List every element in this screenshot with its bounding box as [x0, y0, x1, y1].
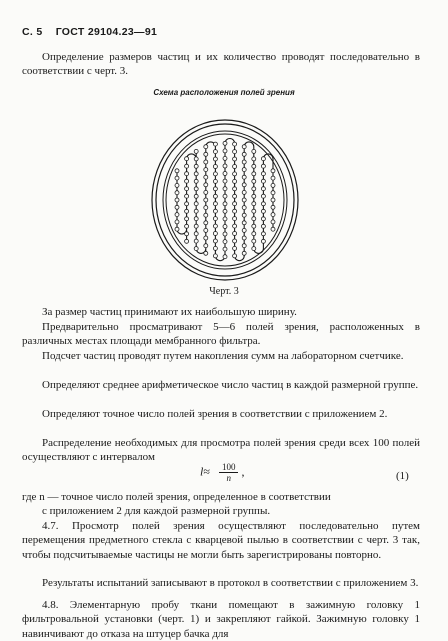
field-marker [271, 213, 275, 217]
field-marker [271, 198, 275, 202]
field-marker [271, 220, 275, 224]
viewing-fields-diagram [150, 118, 300, 283]
field-marker [175, 191, 179, 195]
field-marker [185, 209, 189, 213]
field-marker [213, 224, 217, 228]
field-marker [213, 232, 217, 236]
field-marker [271, 191, 275, 195]
field-marker [261, 187, 265, 191]
field-marker [185, 172, 189, 176]
field-marker [233, 224, 237, 228]
field-marker [242, 160, 246, 164]
field-marker [204, 175, 208, 179]
field-marker [204, 190, 208, 194]
standard-title: ГОСТ [55, 26, 85, 38]
field-marker [185, 232, 189, 236]
field-marker [175, 176, 179, 180]
field-marker [233, 142, 237, 146]
field-marker [233, 165, 237, 169]
field-marker [261, 239, 265, 243]
field-marker [242, 152, 246, 156]
field-marker [185, 187, 189, 191]
field-marker [223, 225, 227, 229]
field-marker [261, 224, 265, 228]
field-marker [185, 194, 189, 198]
field-marker [204, 183, 208, 187]
field-marker [185, 224, 189, 228]
paragraph-distribution: Распределение необходимых для просмотра полей зрения среди всех 100 полей осуществляют с интервалом [22, 437, 420, 464]
field-marker [242, 228, 246, 232]
field-marker [252, 194, 256, 198]
field-marker [233, 194, 237, 198]
field-marker [261, 194, 265, 198]
field-marker [242, 145, 246, 149]
field-marker [252, 164, 256, 168]
field-marker [252, 202, 256, 206]
equation-number: (1) [396, 470, 409, 482]
field-marker [233, 172, 237, 176]
field-marker [213, 172, 217, 176]
field-marker [242, 251, 246, 255]
field-marker [175, 169, 179, 173]
field-marker [194, 239, 198, 243]
field-marker [233, 232, 237, 236]
field-marker [242, 213, 246, 217]
field-marker [185, 239, 189, 243]
field-marker [194, 217, 198, 221]
field-marker [252, 209, 256, 213]
formula-1: l≈ $\frac{100}{n}$ , [200, 462, 245, 483]
field-marker [204, 236, 208, 240]
field-marker [204, 206, 208, 210]
page-header [22, 26, 157, 38]
field-marker [223, 141, 227, 145]
paragraph-preview: Предварительно просматривают 5—6 полей зрения, расположенных в различных местах площади мембранного фильтра. [22, 321, 420, 348]
field-marker [204, 152, 208, 156]
field-marker [261, 164, 265, 168]
field-marker [223, 149, 227, 153]
field-marker [185, 157, 189, 161]
field-marker [204, 244, 208, 248]
paragraph-results: Результаты испытаний записывают в протокол в соответствии с приложением 3. [42, 577, 419, 589]
field-marker [194, 172, 198, 176]
paragraph-size: За размер частиц принимают их наибольшую ширину. [42, 306, 297, 318]
field-marker [213, 165, 217, 169]
field-marker [223, 194, 227, 198]
field-marker [194, 232, 198, 236]
field-marker [204, 145, 208, 149]
field-marker [194, 179, 198, 183]
field-marker [233, 239, 237, 243]
paragraph-fields: Определяют точное число полей зрения в соответствии с приложением 2. [42, 408, 388, 420]
field-marker [252, 187, 256, 191]
field-marker [223, 164, 227, 168]
figure-caption: Черт. 3 [209, 286, 239, 297]
field-marker [271, 183, 275, 187]
field-marker [194, 209, 198, 213]
field-marker [252, 217, 256, 221]
field-marker [185, 202, 189, 206]
field-marker [252, 172, 256, 176]
field-marker [213, 217, 217, 221]
field-marker [204, 221, 208, 225]
field-marker [204, 160, 208, 164]
field-marker [242, 190, 246, 194]
field-marker [213, 209, 217, 213]
field-marker [204, 213, 208, 217]
field-marker [194, 247, 198, 251]
field-marker [233, 217, 237, 221]
field-marker [252, 149, 256, 153]
field-marker [242, 183, 246, 187]
paragraph-where: где n — точное число полей зрения, определенное в соответствии [22, 491, 331, 503]
field-marker [213, 157, 217, 161]
field-marker [194, 187, 198, 191]
field-marker [175, 227, 179, 231]
paragraph-average: Определяют среднее арифметическое число частиц в каждой размерной группе. [42, 379, 419, 391]
field-marker [242, 175, 246, 179]
field-marker [223, 209, 227, 213]
field-marker [242, 168, 246, 172]
field-marker [185, 217, 189, 221]
field-marker [175, 213, 179, 217]
field-marker [242, 221, 246, 225]
field-marker [242, 206, 246, 210]
field-marker [233, 187, 237, 191]
field-marker [261, 172, 265, 176]
field-marker [213, 246, 217, 250]
field-marker [242, 236, 246, 240]
field-marker [223, 232, 227, 236]
page-number: С. 5 [22, 26, 43, 38]
paragraph-4-8: 4.8. Элементарную пробу ткани помещают в зажимную головку 1 фильтровальной установки (черт. 1) и закрепляют гайкой. Зажимную головку 1 навинчивают до отказа на штуцер бачка для [22, 599, 420, 640]
field-marker [271, 169, 275, 173]
field-marker [213, 150, 217, 154]
field-marker [213, 187, 217, 191]
field-marker [271, 227, 275, 231]
paragraph-intro: Определение размеров частиц и их количество проводят последовательно в соответствии с черт. 3. [22, 51, 420, 78]
field-marker [204, 198, 208, 202]
field-marker [242, 198, 246, 202]
field-marker [261, 179, 265, 183]
standard-number: 29104.23—91 [87, 26, 158, 38]
field-marker [194, 224, 198, 228]
field-marker [194, 164, 198, 168]
field-marker [233, 150, 237, 154]
field-marker [261, 217, 265, 221]
field-marker [185, 179, 189, 183]
field-marker [213, 202, 217, 206]
field-marker [175, 183, 179, 187]
field-marker [233, 254, 237, 258]
field-marker [271, 176, 275, 180]
field-marker [223, 247, 227, 251]
field-marker [252, 224, 256, 228]
field-marker [261, 157, 265, 161]
field-marker [213, 254, 217, 258]
field-marker [261, 202, 265, 206]
field-marker [233, 246, 237, 250]
field-marker [252, 232, 256, 236]
field-marker [261, 232, 265, 236]
field-marker [252, 179, 256, 183]
field-marker [223, 172, 227, 176]
field-marker [213, 142, 217, 146]
field-marker [175, 220, 179, 224]
paragraph-count: Подсчет частиц проводят путем накопления сумм на лабораторном счетчике. [42, 350, 404, 362]
field-marker [213, 179, 217, 183]
field-marker [194, 202, 198, 206]
field-marker [204, 168, 208, 172]
field-marker [194, 157, 198, 161]
field-marker [223, 240, 227, 244]
field-marker [223, 255, 227, 259]
field-marker [213, 194, 217, 198]
field-marker [223, 217, 227, 221]
field-marker [175, 198, 179, 202]
field-marker [185, 164, 189, 168]
field-marker [242, 244, 246, 248]
figure-title: Схема расположения полей зрения [153, 88, 295, 97]
field-marker [233, 157, 237, 161]
field-marker [261, 209, 265, 213]
field-marker [223, 156, 227, 160]
field-marker [213, 239, 217, 243]
field-marker [175, 205, 179, 209]
field-marker [223, 179, 227, 183]
field-marker [233, 209, 237, 213]
field-marker [204, 251, 208, 255]
field-marker [194, 149, 198, 153]
field-marker [252, 239, 256, 243]
field-marker [233, 202, 237, 206]
field-marker [233, 179, 237, 183]
field-marker [223, 202, 227, 206]
field-marker [223, 187, 227, 191]
field-marker [194, 194, 198, 198]
field-marker [252, 247, 256, 251]
paragraph-where-cont: с приложением 2 для каждой размерной группы. [42, 505, 271, 517]
field-marker [252, 157, 256, 161]
field-marker [204, 228, 208, 232]
paragraph-4-7: 4.7. Просмотр полей зрения осуществляют последовательно путем перемещения предметного стекла с кварцевой пылью в соответствии с черт. 3 так, чтобы подсчитываемые частицы не могли быть зарегистрированы повторно. [22, 520, 420, 561]
field-marker [271, 205, 275, 209]
